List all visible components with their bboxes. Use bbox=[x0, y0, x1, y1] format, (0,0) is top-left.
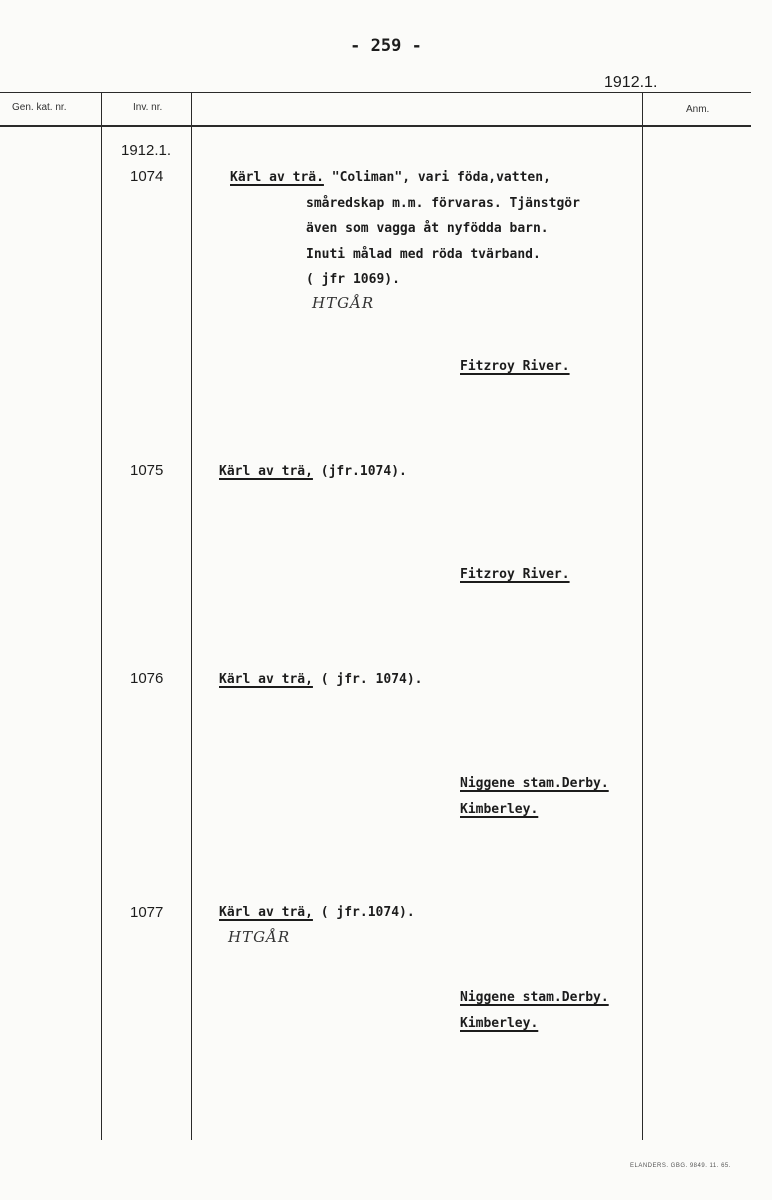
inv-number: 1076 bbox=[130, 670, 164, 687]
locality: Niggene stam.Derby. bbox=[460, 990, 609, 1005]
locality: Fitzroy River. bbox=[460, 567, 570, 582]
entry-text: ( jfr.1074). bbox=[312, 905, 415, 920]
handwritten-note: HTGÅR bbox=[228, 928, 291, 946]
entry-description-line: småredskap m.m. förvaras. Tjänstgör bbox=[306, 196, 580, 211]
entry-description-line: Inuti målad med röda tvärband. bbox=[306, 247, 541, 262]
entry-text: "Coliman", vari föda,vatten, bbox=[323, 170, 551, 185]
entry-description bbox=[230, 165, 551, 191]
entry-description bbox=[219, 667, 423, 693]
page-number: - 259 - bbox=[350, 36, 422, 56]
inv-number: 1074 bbox=[130, 168, 164, 185]
header-bottom-rule bbox=[0, 125, 751, 127]
header-year: 1912.1. bbox=[604, 74, 658, 91]
entry-title: Kärl av trä, bbox=[219, 905, 313, 920]
column-header-anm: Anm. bbox=[686, 104, 710, 115]
entry-title: Kärl av trä, bbox=[219, 672, 313, 687]
entry-description-line: ( jfr 1069). bbox=[306, 272, 400, 287]
locality: Fitzroy River. bbox=[460, 359, 570, 374]
column-divider-gen-inv bbox=[101, 92, 102, 1140]
inv-number: 1075 bbox=[130, 462, 164, 479]
header-top-rule bbox=[0, 92, 751, 93]
column-divider-desc-anm bbox=[642, 92, 643, 1140]
year-marker: 1912.1. bbox=[121, 142, 172, 159]
column-header-inv: Inv. nr. bbox=[133, 102, 163, 113]
locality: Kimberley. bbox=[460, 1016, 539, 1031]
handwritten-note: HTGÅR bbox=[312, 294, 375, 312]
entry-description-line: även som vagga åt nyfödda barn. bbox=[306, 221, 549, 236]
entry-text: (jfr.1074). bbox=[312, 464, 407, 479]
entry-title: Kärl av trä. bbox=[230, 170, 324, 185]
locality: Kimberley. bbox=[460, 802, 539, 817]
column-header-gen-kat: Gen. kat. nr. bbox=[12, 102, 67, 113]
entry-text: ( jfr. 1074). bbox=[312, 672, 423, 687]
locality: Niggene stam.Derby. bbox=[460, 776, 609, 791]
entry-description bbox=[219, 459, 407, 485]
column-divider-inv-desc bbox=[191, 92, 192, 1140]
entry-description bbox=[219, 900, 415, 926]
entry-title: Kärl av trä, bbox=[219, 464, 313, 479]
printer-mark: ELANDERS. GBG. 9849. 11. 65. bbox=[630, 1163, 731, 1169]
inv-number: 1077 bbox=[130, 904, 164, 921]
